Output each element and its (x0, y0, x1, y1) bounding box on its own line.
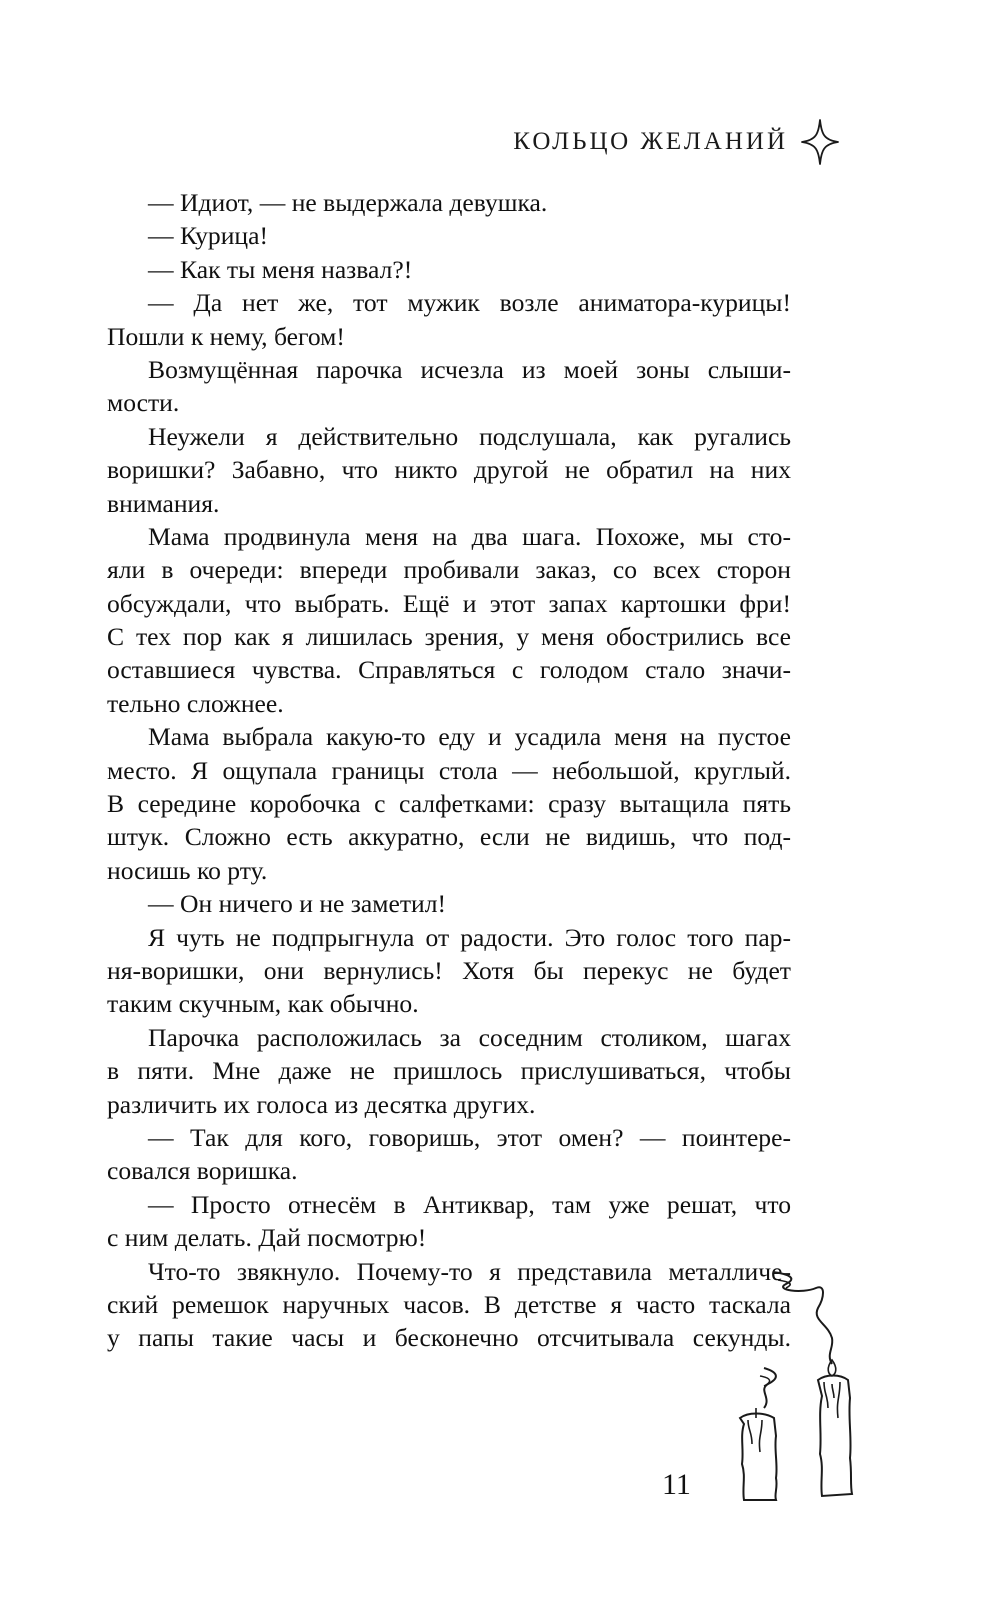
text-line: внимания. (107, 488, 220, 518)
text-line: Я чуть не подпрыгнула от радости. Это голос того пар- (148, 922, 791, 952)
text-line: носишь ко рту. (107, 855, 268, 885)
running-header (480, 118, 840, 166)
text-line: ня-воришки, они вернулись! Хотя бы перекус не будет (107, 955, 791, 985)
text-line: — Просто отнесём в Антиквар, там уже решат, что (148, 1189, 791, 1219)
text-line: — Курица! (148, 221, 269, 251)
text-line: с ним делать. Дай посмотрю! (107, 1223, 427, 1253)
text-line: В середине коробочка с салфетками: сразу вытащила пять (107, 789, 791, 819)
four-point-star-icon (800, 118, 840, 166)
page-number: 11 (662, 1468, 691, 1501)
text-line: Парочка расположилась за соседним столиком, шагах (148, 1022, 791, 1052)
text-line: место. Я ощупала границы стола — небольшой, круглый. (107, 755, 791, 785)
text-line: различить их голоса из десятка других. (107, 1089, 536, 1119)
text-line: — Идиот, — не выдержала девушка. (148, 188, 548, 217)
text-line: оставшиеся чувства. Справляться с голодом стало значи- (107, 655, 791, 685)
text-line: — Он ничего и не заметил! (148, 889, 447, 919)
text-line: Мама продвинула меня на два шага. Похоже, мы сто- (148, 521, 791, 551)
text-line: яли в очереди: впереди пробивали заказ, со всех сторон (107, 555, 791, 585)
text-line: Пошли к нему, бегом! (107, 321, 345, 351)
text-line: мости. (107, 388, 180, 418)
text-line: воришки? Забавно, что никто другой не обратил на них (107, 455, 791, 485)
text-line: Мама выбрала какую-то еду и усадила меня на пустое (148, 722, 791, 752)
running-header-title: КОЛЬЦО ЖЕЛАНИЙ (513, 128, 788, 155)
text-line: — Да нет же, тот мужик возле аниматора-курицы! (148, 288, 791, 318)
body-text (107, 186, 791, 1355)
text-line: Возмущённая парочка исчезла из моей зоны слыши- (148, 354, 791, 384)
text-line: — Так для кого, говоришь, этот омен? — поинтере- (148, 1122, 791, 1152)
text-line: — Как ты меня назвал?! (148, 254, 413, 284)
text-line: Что-то звякнуло. Почему-то я представила металличе- (148, 1256, 791, 1286)
text-line: обсуждали, что выбрать. Ещё и этот запах картошки фри! (107, 588, 791, 618)
text-line: в пяти. Мне даже не пришлось прислушиваться, чтобы (107, 1056, 791, 1086)
text-line: Неужели я действительно подслушала, как ругались (148, 421, 791, 451)
text-line: совался воришка. (107, 1156, 298, 1186)
text-line: тельно сложнее. (107, 688, 284, 718)
text-line: у папы такие часы и бесконечно отсчитывала секунды. (107, 1323, 791, 1353)
text-line: ский ремешок наручных часов. В детстве я часто таскала (107, 1289, 791, 1319)
text-line: таким скучным, как обычно. (107, 989, 419, 1019)
text-line: штук. Сложно есть аккуратно, если не видишь, что под- (107, 822, 791, 852)
text-line: С тех пор как я лишилась зрения, у меня обострились все (107, 622, 791, 652)
candles-icon (728, 1268, 928, 1508)
